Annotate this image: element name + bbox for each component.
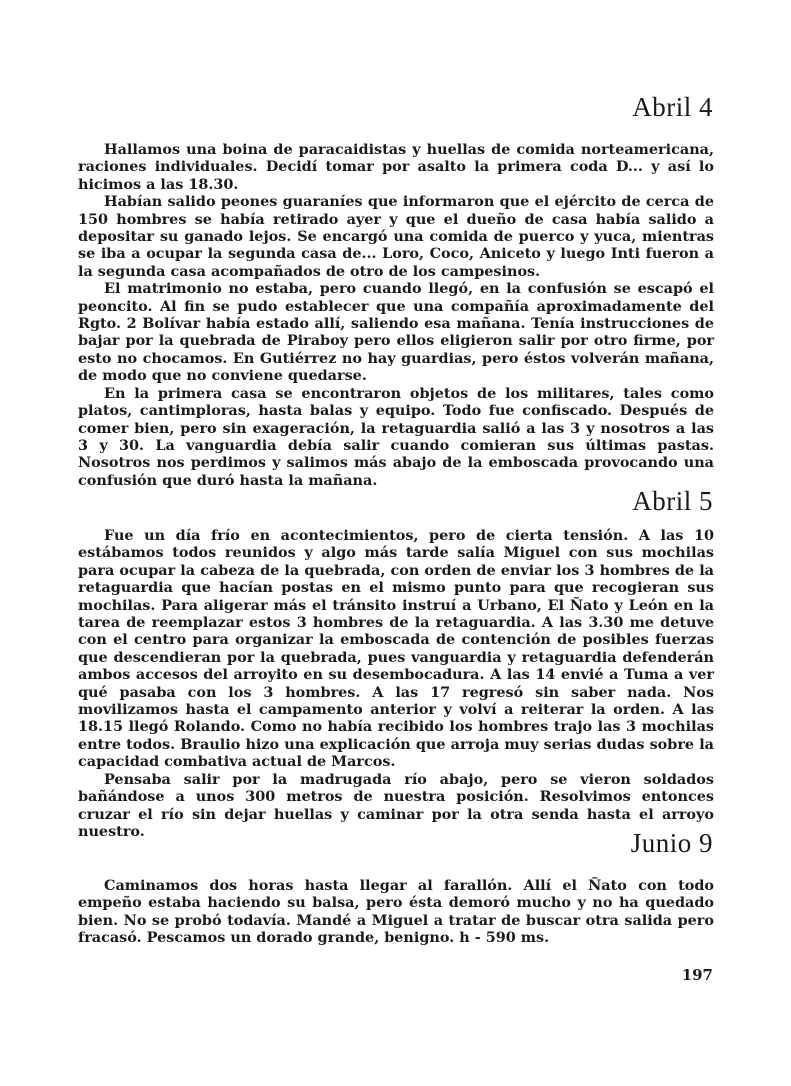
paragraph: Hallamos una boina de paracaidistas y huellas de comida norteamericana, raciones individuales. Decidí tomar por asalto la primera coda D... y así lo hicimos a las 18.30. [78,141,714,193]
page-number: 197 [681,966,713,984]
entry-body-abril-4 [78,141,714,489]
paragraph: El matrimonio no estaba, pero cuando llegó, en la confusión se escapó el peoncito. Al fin se pudo establecer que una compañía aproximadamente del Rgto. 2 Bolívar había estado allí, saliendo esa mañana. Tenía instrucciones de bajar por la quebrada de Piraboy pero ellos eligieron salir por otro firme, por esto no chocamos. En Gutiérrez no hay guardias, pero éstos volverán mañana, de modo que no conviene quedarse. [78,280,714,385]
entry-heading-junio-9: Junio 9 [630,828,713,858]
entry-body-abril-5 [78,527,714,840]
paragraph: Habían salido peones guaraníes que informaron que el ejército de cerca de 150 hombres se había retirado ayer y que el dueño de casa había salido a depositar su ganado lejos. Se encargó una comida de puerco y yuca, mientras se iba a ocupar la segunda casa de... Loro, Coco, Aniceto y luego Inti fueron a la segunda casa acompañados de otro de los campesinos. [78,193,714,280]
entry-heading-abril-5: Abril 5 [632,486,713,516]
paragraph: Caminamos dos horas hasta llegar al farallón. Allí el Ñato con todo empeño estaba haciendo su balsa, pero ésta demoró mucho y no ha quedado bien. No se probó todavía. Mandé a Miguel a tratar de buscar otra salida pero fracasó. Pescamos un dorado grande, benigno. h - 590 ms. [78,877,714,947]
paragraph: En la primera casa se encontraron objetos de los militares, tales como platos, cantimploras, hasta balas y equipo. Todo fue confiscado. Después de comer bien, pero sin exageración, la retaguardia salió a las 3 y nosotros a las 3 y 30. La vanguardia debía salir cuando comieran sus últimas pastas. Nosotros nos perdimos y salimos más abajo de la emboscada provocando una confusión que duró hasta la mañana. [78,384,714,489]
paragraph: Fue un día frío en acontecimientos, pero de cierta tensión. A las 10 estábamos todos reunidos y algo más tarde salía Miguel con sus mochilas para ocupar la cabeza de la quebrada, con orden de enviar los 3 hombres de la retaguardia que hacían postas en el mismo punto para que recogieran sus mochilas. Para aligerar más el tránsito instruí a Urbano, El Ñato y León en la tarea de reemplazar estos 3 hombres de la retaguardia. A las 3.30 me detuve con el centro para organizar la emboscada de contención de posibles fuerzas que descendieran por la quebrada, pues vanguardia y retaguardia defenderán ambos accesos del arroyito en su desembocadura. A las 14 envié a Tuma a ver qué pasaba con los 3 hombres. A las 17 regresó sin saber nada. Nos movilizamos hasta el campamento anterior y volví a reiterar la orden. A las 18.15 llegó Rolando. Como no había recibido los hombres trajo las 3 mochilas entre todos. Braulio hizo una explicación que arroja muy serias dudas sobre la capacidad combativa actual de Marcos. [78,527,714,771]
entry-body-junio-9 [78,877,714,947]
entry-heading-abril-4: Abril 4 [632,92,713,122]
paragraph: Pensaba salir por la madrugada río abajo, pero se vieron soldados bañándose a unos 300 metros de nuestra posición. Resolvimos entonces cruzar el río sin dejar huellas y caminar por la otra senda hasta el arroyo nuestro. [78,770,714,840]
